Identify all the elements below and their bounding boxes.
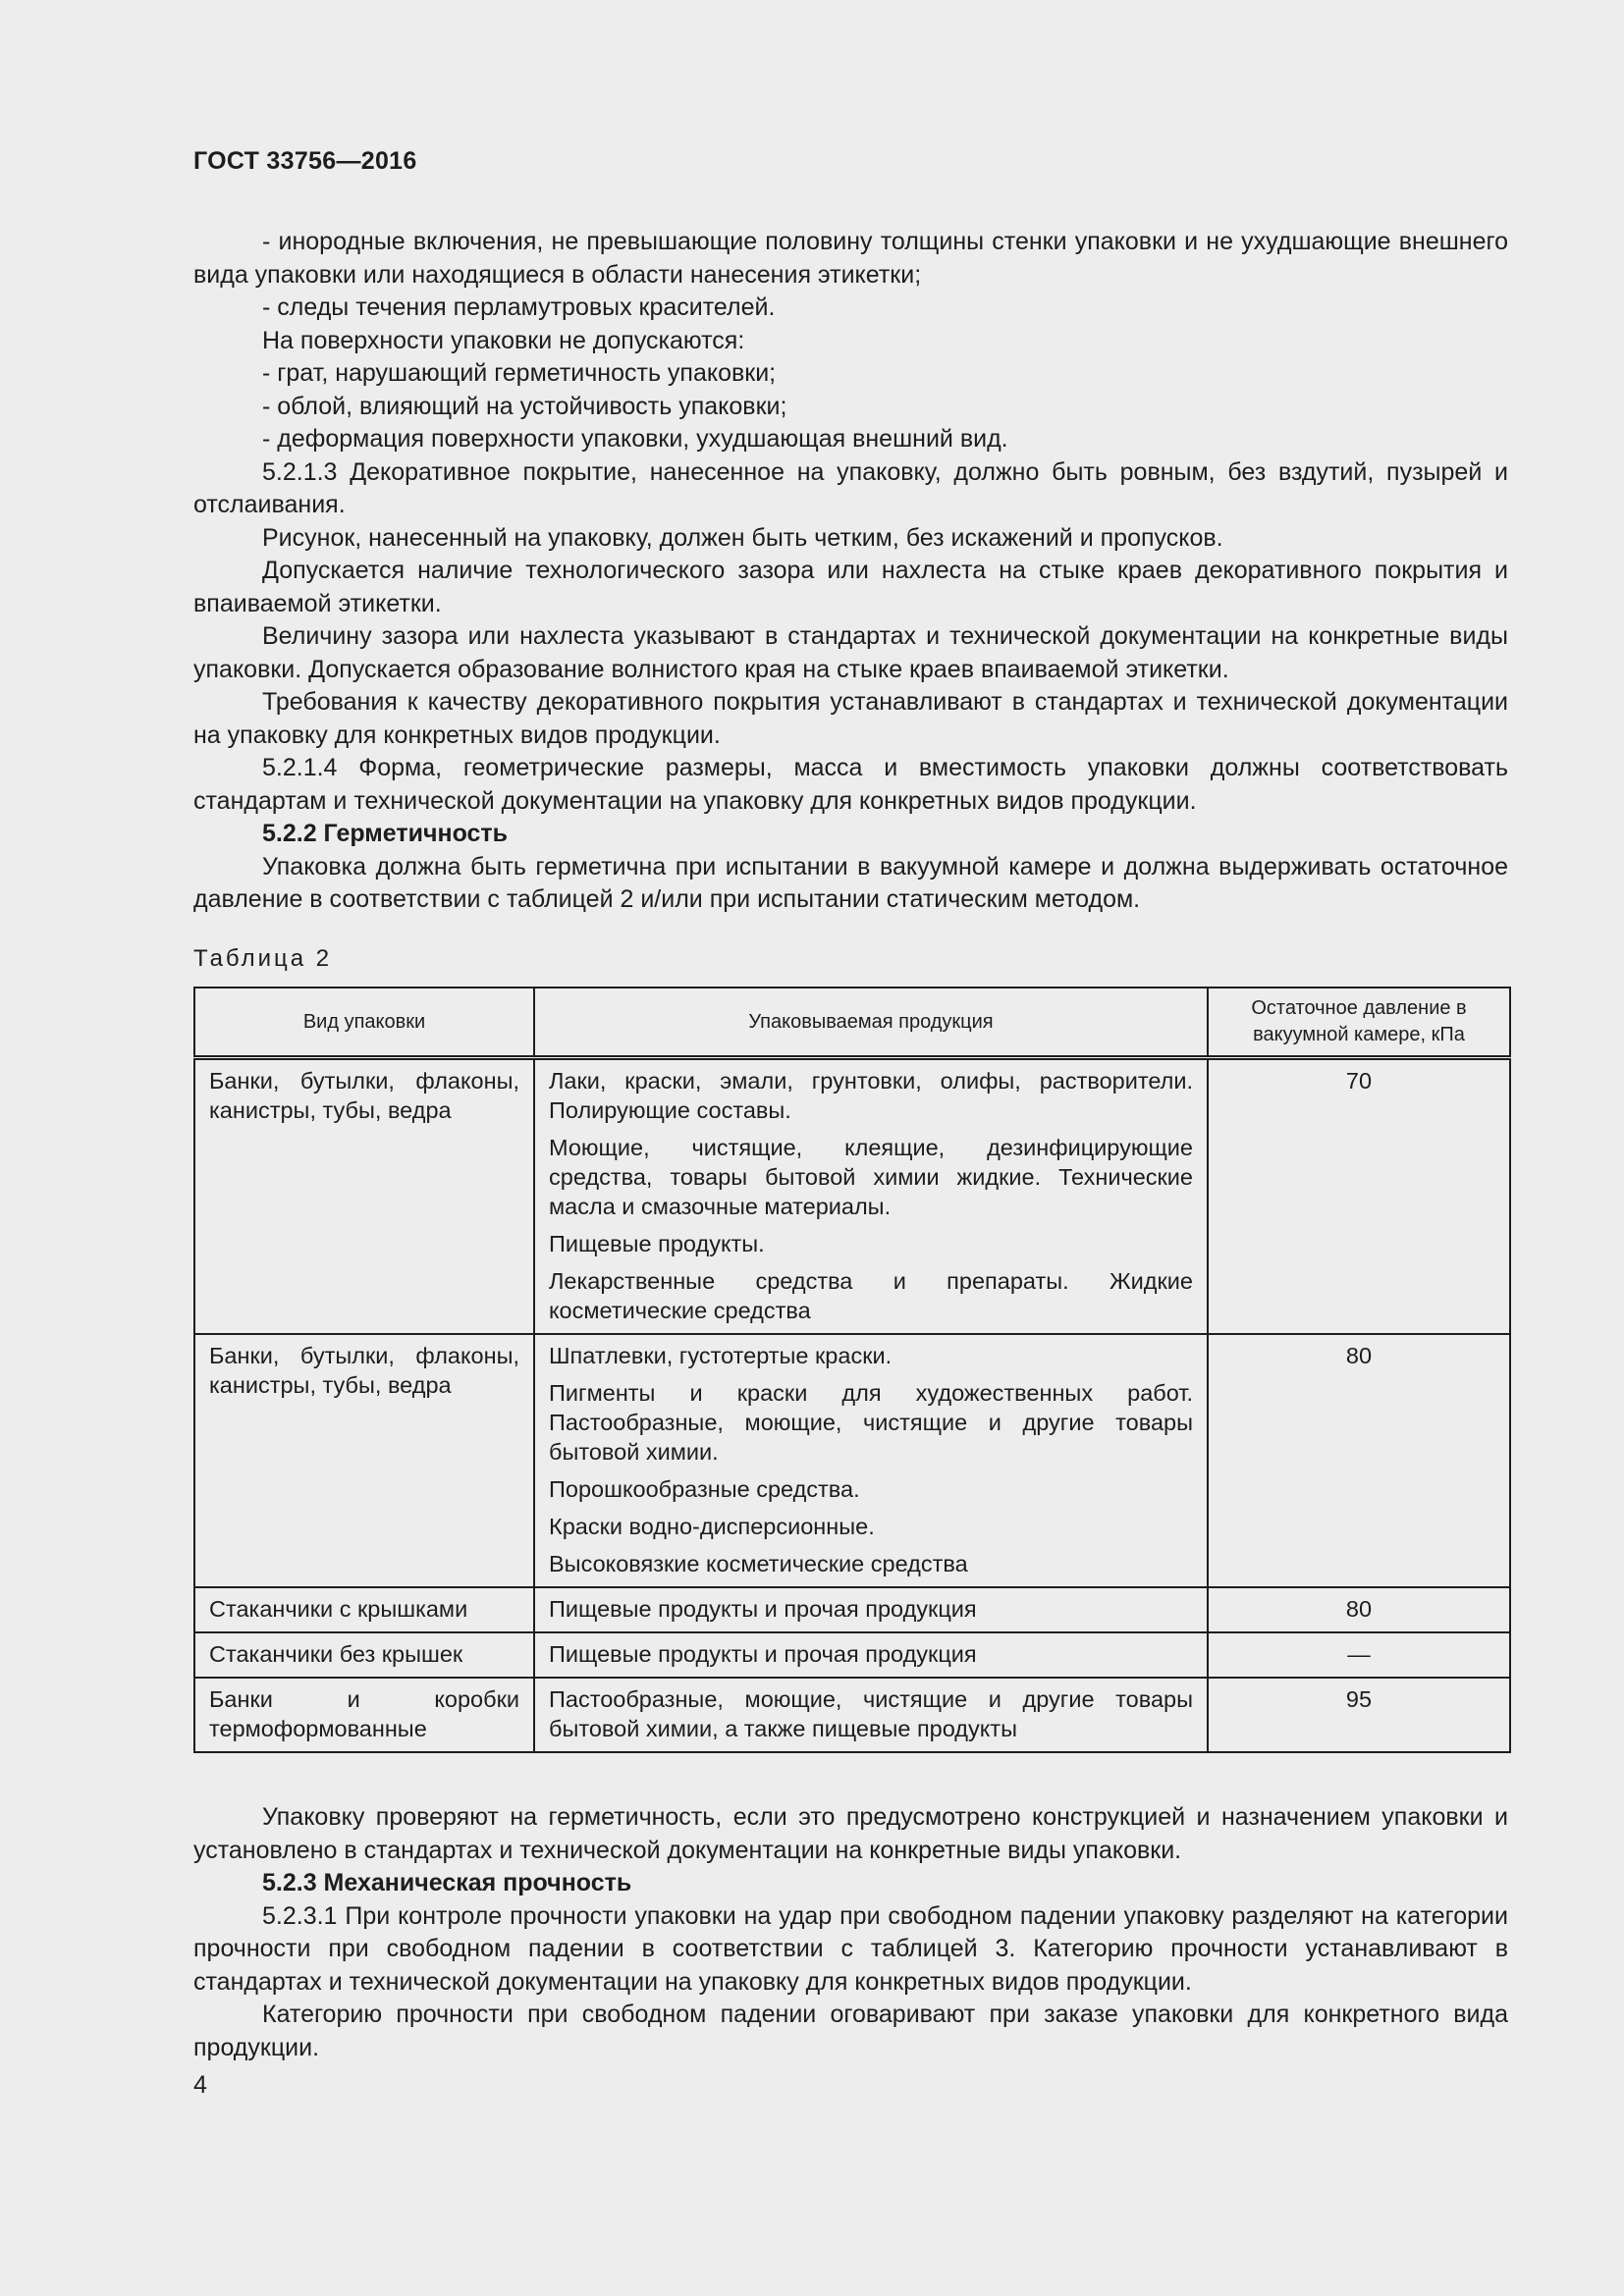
pressure-cell: 80	[1208, 1334, 1510, 1587]
paragraph: Величину зазора или нахлеста указывают в стандартах и технической документации на конкретные виды упаковки. Допускается образование волнистого края на стыке краев впаиваемой этикетки.	[193, 622, 1508, 683]
paragraph: 5.2.3.1 При контроле прочности упаковки на удар при свободном падении упаковку разделяют на категории прочности при свободном падении в соответствии с таблицей 3. Категорию прочности устанавливают в стандартах и технической документации на упаковку для конкретных видов продукции.	[193, 1901, 1508, 1996]
pressure-cell: —	[1208, 1632, 1510, 1678]
section-heading: 5.2.2 Герметичность	[262, 820, 509, 847]
paragraph: Рисунок, нанесенный на упаковку, должен быть четким, без искажений и пропусков.	[262, 523, 1223, 552]
product-item: Шпатлевки, густотертые краски.	[549, 1343, 893, 1368]
column-header: Упаковываемая продукция	[534, 988, 1208, 1058]
pressure-cell: 70	[1208, 1058, 1510, 1335]
paragraph: На поверхности упаковки не допускаются:	[262, 326, 745, 354]
paragraph: - инородные включения, не превышающие половину толщины стенки упаковки и не ухудшающие внешнего вида упаковки или находящиеся в области нанесения этикетки;	[193, 228, 1508, 289]
pressure-cell: 95	[1208, 1678, 1510, 1752]
body-text	[193, 226, 1508, 917]
product-item: Лаки, краски, эмали, грунтовки, олифы, растворители. Полирующие составы.	[549, 1068, 1193, 1123]
column-header: Остаточное давление в вакуумной камере, кПа	[1208, 988, 1510, 1058]
section-heading: 5.2.3 Механическая прочность	[262, 1869, 632, 1896]
body-text-after-table	[193, 1801, 1508, 2064]
product-item: Порошкообразные средства.	[549, 1476, 860, 1502]
paragraph: Упаковка должна быть герметична при испытании в вакуумной камере и должна выдерживать остаточное давление в соответствии с таблицей 2 и/или при испытании статическим методом.	[193, 852, 1508, 913]
column-header: Вид упаковки	[194, 988, 534, 1058]
paragraph: - облой, влияющий на устойчивость упаковки;	[262, 392, 787, 420]
table-row	[194, 1058, 1510, 1335]
paragraph: - следы течения перламутровых красителей.	[262, 294, 776, 321]
products-cell	[534, 1058, 1208, 1335]
package-type-cell: Банки, бутылки, флаконы, канистры, тубы, ведра	[194, 1058, 534, 1335]
package-type-cell: Банки и коробки термоформованные	[194, 1678, 534, 1752]
paragraph: 5.2.1.3 Декоративное покрытие, нанесенное на упаковку, должно быть ровным, без вздутий, пузырей и отслаивания.	[193, 457, 1508, 518]
table-caption: Таблица 2	[193, 945, 333, 972]
product-item: Краски водно-дисперсионные.	[549, 1514, 875, 1539]
page-number: 4	[193, 2071, 207, 2099]
product-item: Высоковязкие косметические средства	[549, 1551, 968, 1576]
paragraph: - грат, нарушающий герметичность упаковки;	[262, 359, 777, 387]
table-row	[194, 1632, 1510, 1678]
product-item: Пигменты и краски для художественных работ. Пастообразные, моющие, чистящие и другие товары бытовой химии.	[549, 1380, 1193, 1465]
product-item: Пищевые продукты и прочая продукция	[549, 1641, 977, 1667]
table-2	[193, 987, 1511, 1753]
package-type-cell: Стаканчики без крышек	[194, 1632, 534, 1678]
paragraph: - деформация поверхности упаковки, ухудшающая внешний вид.	[262, 425, 1008, 453]
products-cell	[534, 1678, 1208, 1752]
product-item: Пищевые продукты и прочая продукция	[549, 1596, 977, 1622]
paragraph: Требования к качеству декоративного покрытия устанавливают в стандартах и технической документации на упаковку для конкретных видов продукции.	[193, 688, 1508, 749]
products-cell	[534, 1632, 1208, 1678]
table-row	[194, 1678, 1510, 1752]
product-item: Лекарственные средства и препараты. Жидкие косметические средства	[549, 1268, 1193, 1323]
paragraph: Категорию прочности при свободном падении оговаривают при заказе упаковки для конкретного вида продукции.	[193, 2001, 1508, 2061]
product-item: Моющие, чистящие, клеящие, дезинфицирующие средства, товары бытовой химии жидкие. Технические масла и смазочные материалы.	[549, 1135, 1193, 1219]
product-item: Пастообразные, моющие, чистящие и другие товары бытовой химии, а также пищевые продукты	[549, 1686, 1193, 1741]
package-type-cell: Стаканчики с крышками	[194, 1587, 534, 1632]
paragraph: 5.2.1.4 Форма, геометрические размеры, масса и вместимость упаковки должны соответствовать стандартам и технической документации на упаковку для конкретных видов продукции.	[193, 754, 1508, 815]
table-header-row	[194, 988, 1510, 1058]
products-cell	[534, 1587, 1208, 1632]
pressure-cell: 80	[1208, 1587, 1510, 1632]
paragraph: Допускается наличие технологического зазора или нахлеста на стыке краев декоративного покрытия и впаиваемой этикетки.	[193, 557, 1508, 617]
products-cell	[534, 1334, 1208, 1587]
table-row	[194, 1334, 1510, 1587]
package-type-cell: Банки, бутылки, флаконы, канистры, тубы, ведра	[194, 1334, 534, 1587]
document-header: ГОСТ 33756—2016	[193, 147, 417, 175]
product-item: Пищевые продукты.	[549, 1231, 765, 1256]
paragraph: Упаковку проверяют на герметичность, если это предусмотрено конструкцией и назначением упаковки и установлено в стандартах и технической документации на конкретные виды упаковки.	[193, 1803, 1508, 1864]
table-row	[194, 1587, 1510, 1632]
